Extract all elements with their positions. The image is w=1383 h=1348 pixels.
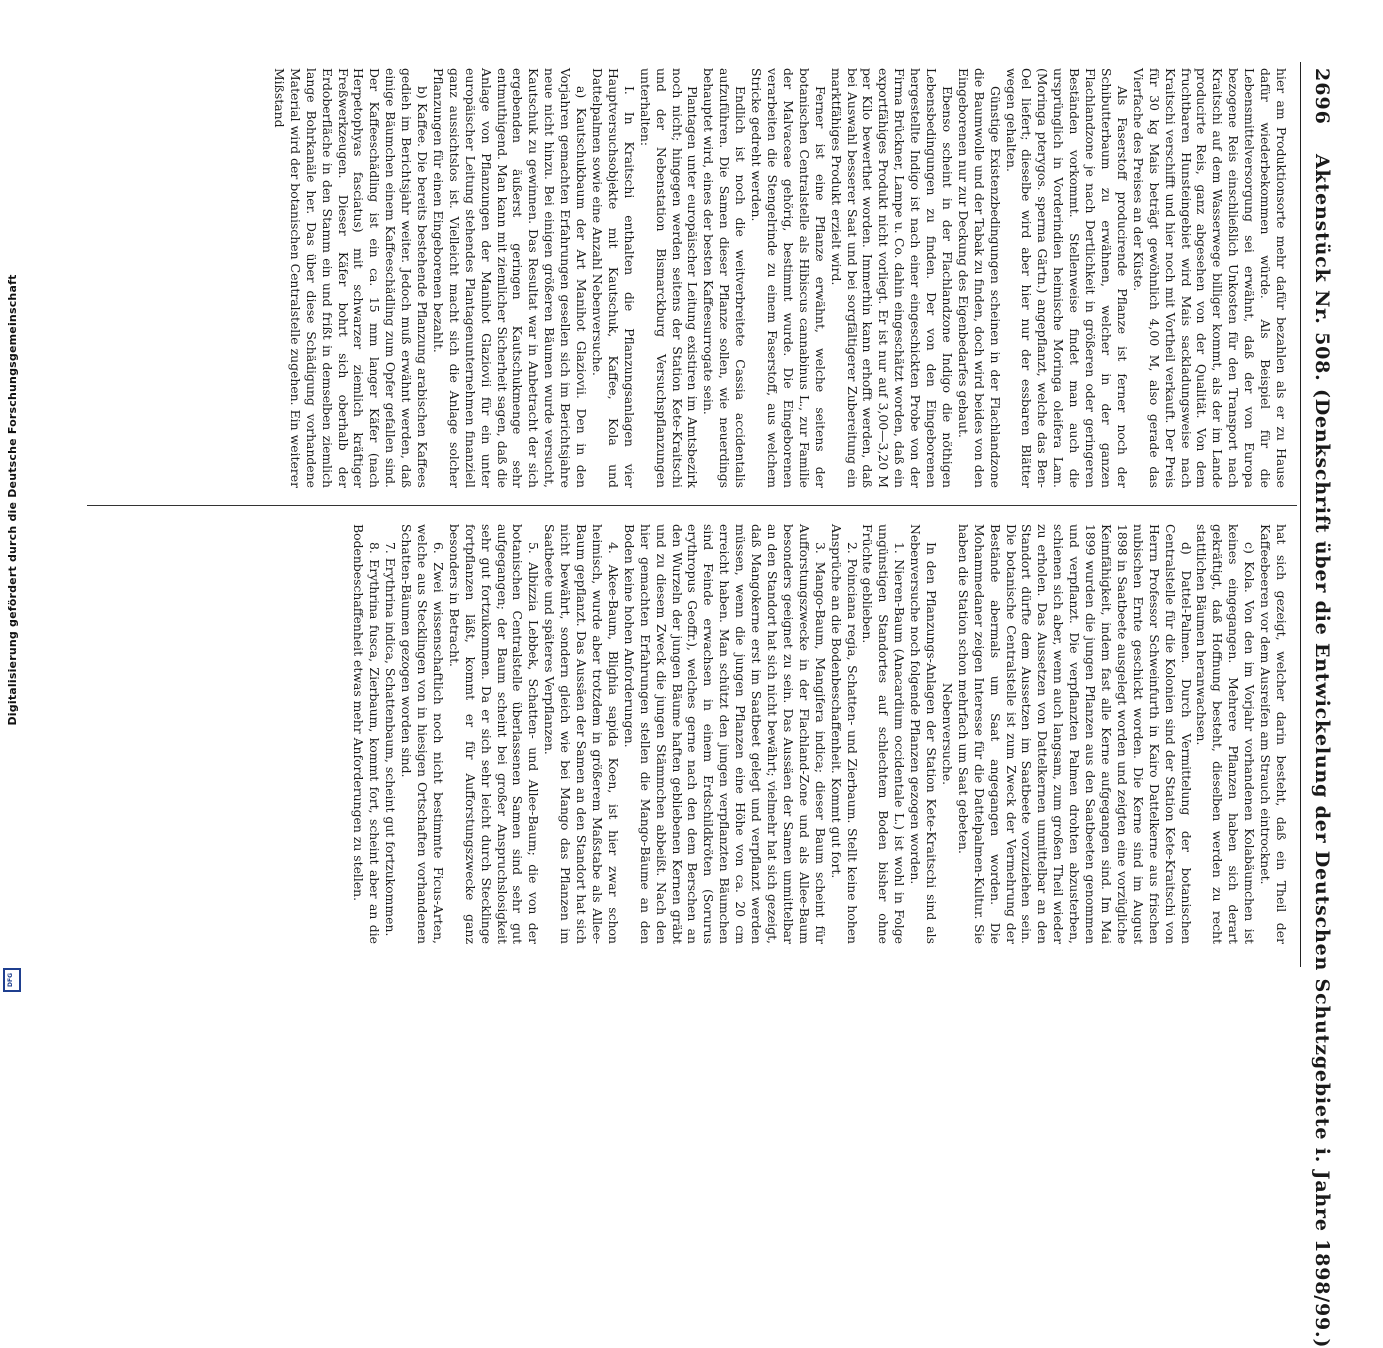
paragraph: Ferner ist eine Pflanze erwähnt, welche seitens der botanischen Centralstelle als Hibiscus cannabinus L., zur Familie der Malvaceae gehörig, bestimmt wurde. Die Eingeborenen verarbeiten die Stengelrinde zu einem Faserstoff, aus welchem Stricke gedreht werden. [749, 68, 828, 488]
right-text-column [351, 524, 1289, 944]
paragraph: 6. Zwei wissenschaftlich noch nicht bestimmte Ficus-Arten, welche aus Stecklingen von in hiesigen Ortschaften vorhandenen Schatten-Bäumen gezogen worden sind. [399, 524, 446, 944]
scanned-page [81, 62, 1341, 1348]
paragraph: 4. Akee-Baum, Blighia sapida Koen, ist hier zwar schon heimisch, wurde aber trotzdem in größerem Maßstabe als Allee-Baum gepflanzt. Das Aussäen der Samen an den Standort hat sich nicht bewährt, sondern gleich wie bei Mango das Pflanzen im Saatbeete und späteres Verpflanzen. [542, 524, 621, 944]
paragraph: hat sich gezeigt, welcher darin besteht, daß ein Theil der Kaffeebeeren vor dem Ausreifen am Strauch eintrocknet. [1258, 524, 1289, 944]
paragraph: Plantagen unter europäischer Leitung existiren im Amtsbezirk noch nicht; hingegen werden seitens der Station Kete-Kraitschi und der Nebenstation Bismarckburg Versuchspflanzungen unterhalten: [637, 68, 701, 488]
paragraph: 7. Erythrina indica, Schattenbaum, scheint gut fortzukommen. [383, 542, 399, 937]
paragraph: Nebenversuche. [939, 682, 955, 786]
svg-text:DFG: DFG [7, 972, 14, 988]
column-divider [87, 505, 1297, 506]
paragraph: hier am Produktionsorte mehr dafür bezahlen als er zu Hause dafür wiederbekommen würde. Als Beispiel für die Lebensmittelversorgung sei erwähnt, daß der von Europa bezogene Reis einschließlich Unkosten für den Transport nach Kraitschi auf dem Wasserwege billiger kommt, als der im Lande producirte Reis, ganz abgesehen von der Qualität. Von dem fruchtbaren Hunsteingebiet wird Mais sackladungsweise nach Kraitschi verschifft und hier noch mit Vortheil verkauft. Der Preis für 30 kg Mais beträgt gewöhnlich 4,00 M, also gerade das Vierfache des Preises an der Küste. [1130, 68, 1289, 488]
paragraph: 1. Nieren-Baum (Anacardium occidentale L.) ist wohl in Folge ungünstigen Standortes auf schlechtem Boden bisher ohne Früchte geblieben. [860, 524, 908, 944]
page-header [1300, 62, 1341, 1348]
paragraph: I. In Kraitschi enthalten die Pflanzungsanlagen vier Hauptversuchsobjekte mit Kautschuk, Kaffee, Kola und Dattelpalmen sowie eine Anzahl Nebenversuche. [590, 68, 637, 488]
paragraph: Günstige Existenzbedingungen scheinen in der Flachlandzone die Baumwolle und der Tabak zu finden, doch wird beides von den Eingeborenen nur zur Deckung des Eigenbedarfes gebaut. [955, 68, 1003, 488]
running-title: Aktenstück Nr. 508. (Denkschrift über die Entwickelung der Deutschen Schutzgebiete i. Jahre 1898/99.) [1311, 154, 1333, 1348]
paragraph: 3. Mango-Baum, Mangifera indica; dieser Baum scheint für Aufforstungszwecke in der Flachland-Zone und als Allee-Baum besonders geeignet zu sein. Das Aussäen der Samen unmittelbar an den Standort hat sich nicht bewährt; vielmehr hat sich gezeigt, daß Mangokerne erst im Saatbeet gelegt und verpflanzt werden müssen, wenn die jungen Pflanzen eine Höhe von ca. 20 cm erreicht haben. Man schützt den jungen verpflanzten Bäumchen sind Feinde erwachsen in einem Erdschildkröten (Sorurus erythropus Geoffr.), welches gerne nach den dem Berschen an den Wurzeln der jungen Bäume haften gebliebenen Kernen gräbt und zu diesem Zweck die jungen Stämmchen abbeißt. Nach den hier gemachten Erfahrungen stellen die Mango-Bäume an den Boden keine hohen Anforderungen. [621, 524, 828, 944]
dfg-funding-notice: Digitalisierung gefördert durch die Deutsche Forschungsgemeinschaft [6, 274, 19, 726]
paragraph: 8. Erythrina fusca, Zierbaum, kommt fort, scheint aber an die Bodenbeschaffenheit etwas mehr Anforderungen zu stellen. [351, 524, 383, 944]
paragraph: a) Kautschukbaum der Art Manihot Glaziovii. Den in den Vorjahren gemachten Erfahrungen gesellen sich im Berichtsjahre neue nicht hinzu. Bei einigen größeren Bäumen wurde versucht, Kautschuk zu gewinnen. Das Resultat war in Anbetracht der sich ergebenden äußerst geringen Kautschukmenge sehr entmuthigend. Man kann mit ziemlicher Sicherheit sagen, daß die Anlage von Pflanzungen der Manihot Glaziovii für ein unter europäischer Leitung stehendes Plantagenunternehmen finanziell ganz aussichtslos ist. Vielleicht macht sich die Anlage solcher Pflanzungen für einen Eingeborenen bezahlt. [430, 68, 590, 488]
paragraph: Ebenso scheint in der Flachlandzone Indigo die nöthigen Lebensbedingungen zu finden. Der von den Eingeborenen hergestellte Indigo ist nach einer eingeschickten Probe von der Firma Brückner, Lampe u. Co. dahin eingeschätzt worden, daß ein exportfähiges Produkt nicht vorliegt. Er ist nur auf 3,00—3,20 M per Kilo bewerthet worden. Immerhin kann erhofft werden, daß bei Auswahl besserer Saat und bei sorgfältigerer Zubereitung ein marktfähiges Produkt erzielt wird. [828, 68, 955, 488]
digitization-strip [0, 0, 26, 1000]
paragraph: 5. Albizzia Lebbek, Schatten- und Allee-Baum; die von der botanischen Centralstelle überlassenen Samen sind sehr gut aufgegangen; der Baum scheint bei großer Anspruchslosigkeit sehr gut fortzukommen. Da er sich sehr leicht durch Stecklinge fortpflanzen läßt, kommt er für Aufforstungszwecke ganz besonders in Betracht. [446, 524, 542, 944]
dfg-logo-icon [3, 968, 21, 992]
paragraph: c) Kola. Von den im Vorjahr vorhandenen Kolabäumchen ist keines eingegangen. Mehrere Pflanzen haben sich derart gekräftigt, daß Hoffnung besteht, dieselben werden zu recht stattlichen Bäumen heranwachsen. [1194, 524, 1258, 944]
paragraph: d) Dattel-Palmen. Durch Vermittelung der botanischen Centralstelle für die Kolonien sind der Station Kete-Kraitschi von Herrn Professor Schweinfurth in Kairo Dattelkerne aus frischen nubischen Ernte geschickt worden. Die Kerne sind im August 1898 in Saatbeete ausgelegt worden und zeigten eine vorzügliche Keimfähigkeit, indem fast alle Kerne aufgegangen sind. Im Mai 1899 wurden die jungen Pflanzen aus den Saatbeeten genommen und verpflanzt. Die verpflanzten Palmen drohten abzusterben, schienen sich aber, wenn auch langsam, zum großen Theil wieder zu erholen. Das Aussetzen von Dattelkernen unmittelbar an den Standort dürfte dem Aussetzen im Saatbeete vorzuziehen sein. Die botanische Centralstelle ist zum Zweck der Vermehrung der Bestände abermals um Saat angegangen worden. Die Mohammedaner zeigen Interesse für die Dattelpalmen-Kultur. Sie haben die Station schon mehrfach um Saat gebeten. [955, 524, 1194, 944]
paragraph: 2. Poinciana regia, Schatten- und Zierbaum. Stellt keine hohen Ansprüche an die Bodenbeschaffenheit. Kommt gut fort. [828, 524, 860, 944]
paragraph: b) Kaffee. Die bereits bestehende Pflanzung arabischen Kaffees gedieh im Berichtsjahr weiter. Jedoch muß erwähnt werden, daß einige Bäumchen einem Kaffeeschädling zum Opfer gefallen sind. Der Kaffeeschädling ist ein ca. 15 mm langer Käfer (nach Herpetophyas fasciatus) mit schwarzer ziemlich kräftiger Freßwerkzeugen. Dieser Käfer bohrt sich oberhalb der Erdoberfläche in den Stamm ein und frißt in demselben ziemlich lange Bohrkanäle her. Das über diese Schädigung vorhandene Material wird der botanischen Centralstelle zugehen. Ein weiterer Mißstand [271, 68, 431, 488]
page-number: 2696 [1311, 68, 1333, 125]
left-text-column [271, 68, 1289, 488]
paragraph: Als Faserstoff producirende Pflanze ist ferner noch der Schibutterbaum zu erwähnen, welcher in der ganzen Flachlandzone je nach Dertlichkeit in größeren oder geringeren Beständen vorkommt. Stellenweise findet man auch die ursprünglich in Vorderindien heimische Moringa oleifera Lam. (Moringa pterygos. sperma Gärtn.) angepflanzt, welche das Ben-Oel liefert; dieselbe wird aber hier nur der essbaren Blätter wegen gehalten. [1003, 68, 1130, 488]
paragraph: Endlich ist noch die weitverbreitete Cassia accidentalis aufzuführen. Die Samen dieser Pflanze sollen, wie neuerdings behauptet wird, eines der besten Kaffeesurrogate sein. [701, 68, 749, 488]
paragraph: In den Pflanzungs-Anlagen der Station Kete-Kraitschi sind als Nebenversuche noch folgende Pflanzen gezogen worden. [908, 524, 940, 944]
